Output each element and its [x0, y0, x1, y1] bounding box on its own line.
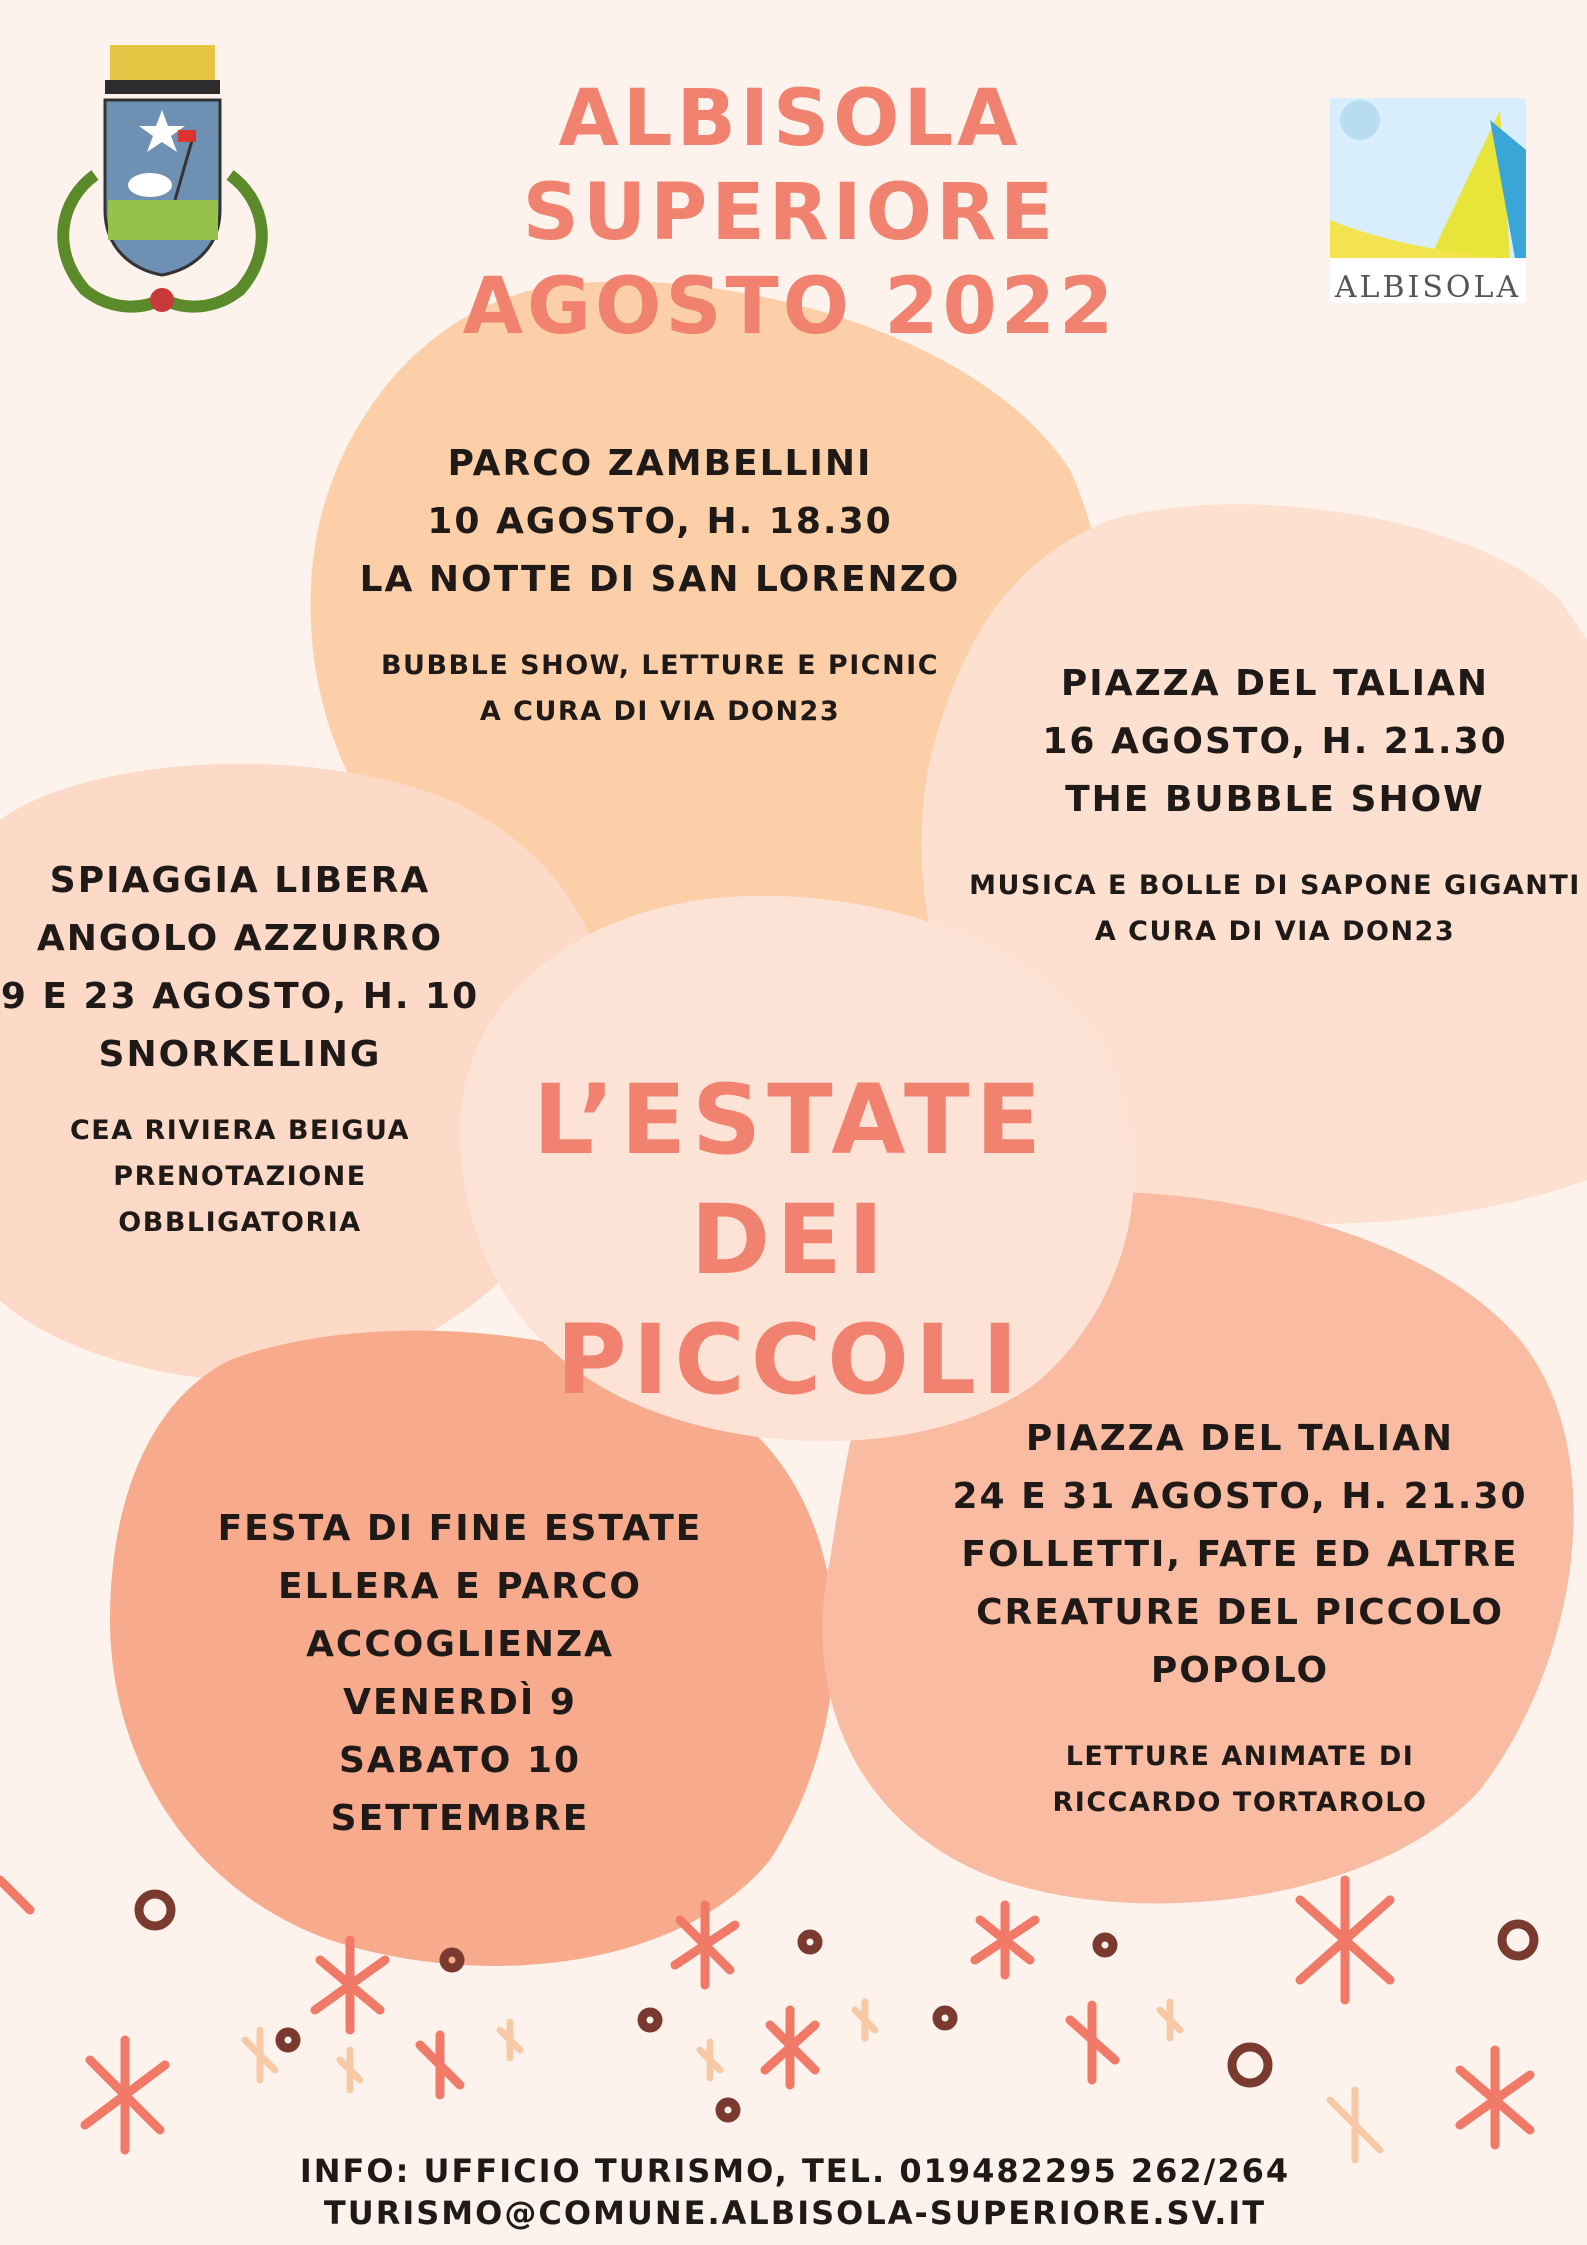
- decorations: [0, 1880, 1534, 2160]
- event-piazza-talian-bubble: [960, 655, 1587, 955]
- info-email: TURISMO@COMUNE.ALBISOLA-SUPERIORE.SV.IT: [323, 2194, 1267, 2232]
- event-line: FESTA DI FINE ESTATE: [217, 1508, 703, 1549]
- event-line: 9 E 23 AGOSTO, H. 10: [0, 976, 480, 1017]
- event-detail: LETTURE ANIMATE DI: [1065, 1741, 1415, 1772]
- page-title: [300, 72, 1280, 354]
- event-line: 24 E 31 AGOSTO, H. 21.30: [952, 1476, 1528, 1517]
- center-title: [460, 1060, 1120, 1420]
- title-line-2: AGOSTO 2022: [462, 262, 1118, 352]
- title-line-1: ALBISOLA SUPERIORE: [522, 74, 1058, 258]
- event-detail: BUBBLE SHOW, LETTURE E PICNIC: [380, 650, 940, 681]
- event-festa-fine-estate: [140, 1500, 780, 1848]
- event-detail: A CURA DI VIA DON23: [479, 696, 841, 727]
- event-detail: CEA RIVIERA BEIGUA: [69, 1115, 411, 1146]
- center-title-line-1: L’ESTATE: [532, 1064, 1048, 1176]
- event-piazza-talian-folletti: [900, 1410, 1580, 1826]
- event-line: 10 AGOSTO, H. 18.30: [427, 501, 893, 542]
- footer-info: [240, 2150, 1350, 2234]
- event-spiaggia-libera: [0, 852, 480, 1246]
- event-line: FOLLETTI, FATE ED ALTRE: [961, 1534, 1519, 1575]
- event-line: SETTEMBRE: [330, 1798, 590, 1839]
- event-line: 16 AGOSTO, H. 21.30: [1042, 721, 1508, 762]
- coat-of-arms-icon: [63, 45, 262, 312]
- event-line: THE BUBBLE SHOW: [1065, 779, 1485, 820]
- center-title-line-2: DEI PICCOLI: [556, 1184, 1024, 1416]
- event-line: ELLERA E PARCO ACCOGLIENZA: [278, 1566, 642, 1665]
- event-detail: MUSICA E BOLLE DI SAPONE GIGANTI: [969, 870, 1581, 901]
- event-line: PIAZZA DEL TALIAN: [1025, 1418, 1455, 1459]
- event-parco-zambellini: [330, 435, 990, 735]
- event-line: LA NOTTE DI SAN LORENZO: [359, 559, 961, 600]
- event-detail: A CURA DI VIA DON23: [1094, 916, 1456, 947]
- event-detail: RICCARDO TORTAROLO: [1052, 1787, 1428, 1818]
- albisola-logo-text: ALBISOLA: [1334, 270, 1522, 305]
- event-line: SABATO 10: [338, 1740, 582, 1781]
- event-detail: PRENOTAZIONE OBBLIGATORIA: [113, 1161, 367, 1238]
- event-line: ANGOLO AZZURRO: [36, 918, 444, 959]
- event-line: PIAZZA DEL TALIAN: [1060, 663, 1490, 704]
- info-phone: INFO: UFFICIO TURISMO, TEL. 019482295 262/264: [299, 2152, 1291, 2190]
- event-line: PARCO ZAMBELLINI: [447, 443, 873, 484]
- event-line: SNORKELING: [98, 1034, 382, 1075]
- event-line: CREATURE DEL PICCOLO POPOLO: [976, 1592, 1504, 1691]
- event-line: VENERDÌ 9: [343, 1682, 577, 1723]
- event-line: SPIAGGIA LIBERA: [49, 860, 431, 901]
